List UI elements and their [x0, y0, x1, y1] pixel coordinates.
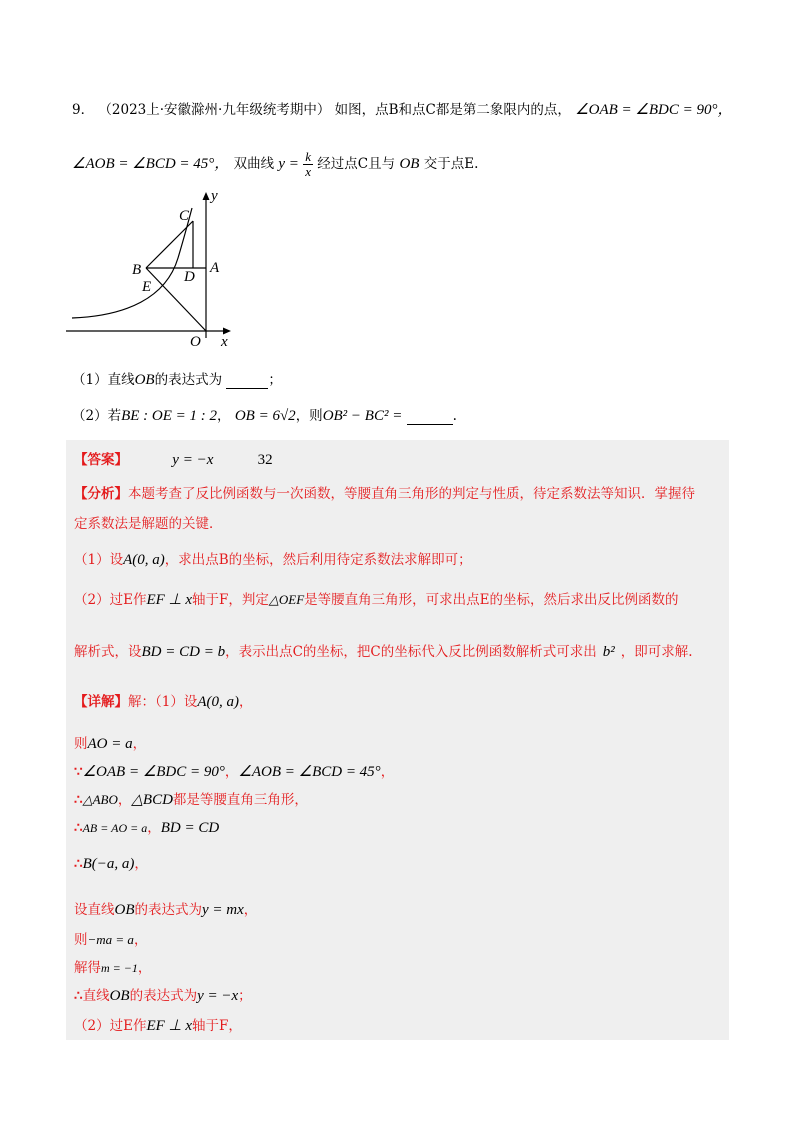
detail-line-2: 则AO = a， [74, 736, 147, 752]
detail-line-4: ∴△ABO，△BCD都是等腰直角三角形， [74, 792, 308, 808]
label-C: C [179, 208, 190, 224]
geometry-figure [66, 188, 246, 353]
detail-line-9: 解得m = −1， [74, 960, 152, 976]
answer-value-1: y = −x [172, 452, 214, 468]
analysis-line-1: 【分析】本题考查了反比例函数与一次函数，等腰直角三角形的判定与性质，待定系数法等知识．掌握待 [74, 486, 695, 502]
detail-line-6: ∴B(−a, a)， [74, 856, 148, 872]
detail-line-11: （2）过E作EF ⊥ x轴于F， [74, 1018, 242, 1034]
label-B: B [132, 262, 142, 278]
analysis-label: 【分析】 [74, 486, 128, 502]
part-2: （2）若BE : OE = 1 : 2， OB = 6√2，则OB² − BC² = . [72, 408, 457, 424]
detail-line-8: 则−ma = a， [74, 932, 148, 948]
label-E: E [142, 279, 152, 295]
part-1: （1）直线OB的表达式为 ； [72, 372, 282, 388]
answer-line [74, 448, 273, 469]
label-x: x [221, 334, 228, 350]
question-line-2: ∠AOB = ∠BCD = 45°， 双曲线 y = $\frac{k}{x}$ 经过点C且与 OB 交于点E. [72, 149, 479, 179]
detail-line-5: ∴AB = AO = a，BD = CD [74, 820, 220, 836]
analysis-part-1: （1）设A(0, a)，求出点B的坐标，然后利用待定系数法求解即可； [74, 552, 472, 568]
detail-line-7: 设直线OB的表达式为y = mx， [74, 902, 258, 918]
y-axis-arrow [203, 192, 210, 200]
question-source: （2023上·安徽滁州·九年级统考期中） [98, 102, 331, 118]
answer-label: 【答案】 [74, 452, 128, 468]
label-D: D [184, 269, 195, 285]
analysis-line-2: 定系数法是解题的关键． [74, 516, 223, 532]
detail-line-3: ∵∠OAB = ∠BDC = 90°，∠AOB = ∠BCD = 45°， [74, 764, 395, 780]
analysis-part-3: 解析式，设BD = CD = b，表示出点C的坐标，把C的坐标代入反比例函数解析式可求出 b² ，即可求解. [74, 644, 693, 660]
answer-value-2: 32 [257, 452, 273, 468]
detail-line-10: ∴直线OB的表达式为y = −x； [74, 988, 252, 1004]
answer-blank-2[interactable] [407, 408, 453, 425]
question-line-1: 9． （2023上·安徽滁州·九年级统考期中） 如图，点B和点C都是第二象限内的点， ∠OAB = ∠BDC = 90°， [72, 102, 733, 118]
line-OB [146, 268, 206, 331]
hyperbola-fraction: $\frac{k}{x}$ [305, 149, 311, 179]
detail-line-1: 【详解】解：（1）设A(0, a)， [74, 694, 253, 710]
question-number: 9． [72, 102, 95, 118]
label-O: O [190, 334, 201, 350]
label-y: y [211, 188, 218, 204]
answer-blank-1[interactable] [226, 372, 268, 389]
detail-label: 【详解】 [74, 694, 128, 710]
segment-BC [146, 221, 193, 268]
analysis-part-2: （2）过E作EF ⊥ x轴于F，判定△OEF是等腰直角三角形，可求出点E的坐标，然后求出反比例函数的 [74, 592, 679, 608]
label-A: A [210, 260, 220, 276]
